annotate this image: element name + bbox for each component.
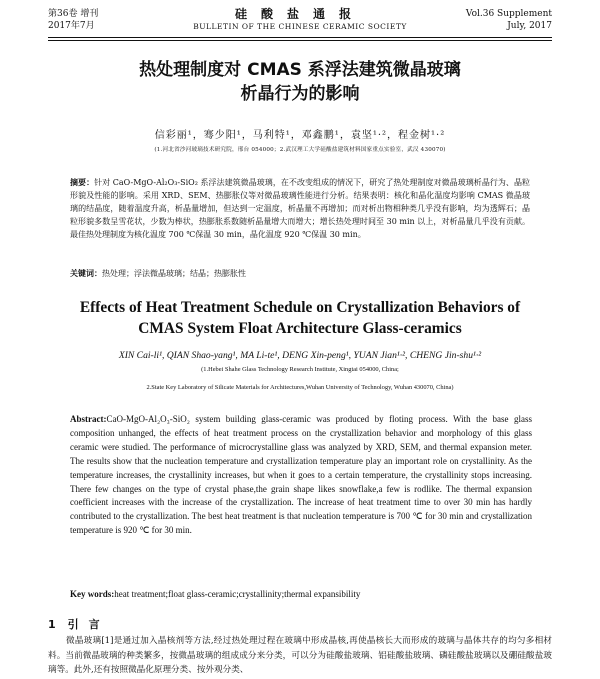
abstract-cn-text: 针对 CaO-MgO-Al₂O₃-SiO₂ 系浮法建筑微晶玻璃，在不改变组成的情况下，研究了热处理制度对微晶玻璃析晶行为、晶粒形貌及性能的影响。采用 XRD、SEM、热膨胀仪等对微晶玻璃性能进行分析。结果表明：核化和晶化温度均影响 CMAS 微晶玻璃的结晶度，随着温度升高，析晶量增加，但达到一定温度，析晶量不再增加；而对析出物相种类几乎没有影响，均为透辉石；晶粒形貌多数呈雪花状，少数为棒状，热膨胀系数随析晶量增大而增大；增长热处理时间至 30 min 以上，对析晶量几乎没有贡献。最佳热处理制度为核化温度 700 ℃保温 30 min，晶化温度 920 ℃保温 30 min。 <box>70 178 531 239</box>
header-rule <box>48 37 552 38</box>
keywords-cn-text: 热处理；浮法微晶玻璃；结晶；热膨胀性 <box>102 269 246 278</box>
issue-date-en: July, 2017 <box>507 21 552 31</box>
affiliation-en-1: (1.Hebei Shahe Glass Technology Research Institute, Xingtai 054000, China; <box>201 366 399 373</box>
keywords-en-label: Key words: <box>70 589 115 599</box>
abstract-en-text: CaO-MgO-Al₂O₃-SiO₂ system building glass-ceramic was produced by floting process. With the base glass composition unhanged, the effects of heat treatment process on the crystallization behavior and morphology of this glass ceramic were studied. The performance of microcrystalline glass was analyzed by XRD, SEM, and thermal expansion meter. The results show that the nucleation temperature and crystallization temperature play an important role on crystallinity. As the temperature increases, the crystallinity increases, but when it goes to a certain temperature, the crystallinity stops increasing. There few changes on the type of crystal phase,the grain shape likes snowflake,a few is rodlike. The thermal expansion coefficient increases with the increase of the crystallization. The increase of heat treatment time to over 30 min has hardly contributed to the crystallization. The best heat treatment is that nucleation temperature is 700 ℃ for 30 min and crystallization temperature is 920 ℃ for 30 min. <box>70 414 532 536</box>
keywords-cn <box>70 268 530 279</box>
authors-en: XIN Cai-li¹, QIAN Shao-yang¹, MA Li-te¹, DENG Xin-peng¹, YUAN Jian¹·², CHENG Jin-shu¹·² <box>118 350 482 361</box>
affiliation-en-2: 2.State Key Laboratory of Silicate Materials for Architectures,Wuhan University of Technology, Wuhan 430070, China) <box>146 384 454 391</box>
abstract-en <box>70 413 532 538</box>
section-title: 引言 <box>67 618 110 631</box>
keywords-en <box>70 589 532 599</box>
affiliation-cn: (1.河北省沙河玻璃技术研究院，邢台 054000；2.武汉理工大学硅酸盐建筑材料国家重点实验室，武汉 430070) <box>154 147 446 153</box>
journal-name-cn: 硅酸盐通报 <box>234 7 365 21</box>
title-cn <box>48 58 552 106</box>
abstract-en-label: Abstract: <box>70 414 107 424</box>
section-heading <box>48 616 122 632</box>
abstract-cn <box>70 176 530 241</box>
title-en <box>48 297 552 339</box>
title-en-line2: CMAS System Float Architecture Glass-ceramics <box>138 320 462 337</box>
volume-issue: 第36卷 增刊 <box>48 9 99 19</box>
volume-supplement: Vol.36 Supplement <box>465 9 552 19</box>
running-header <box>48 8 552 38</box>
section-number: 1 <box>48 618 56 631</box>
keywords-en-text: heat treatment;float glass-ceramic;crystallinity;thermal expansibility <box>114 589 361 599</box>
keywords-cn-label: 关键词： <box>70 268 102 278</box>
abstract-cn-label: 摘要： <box>70 177 95 187</box>
intro-paragraph: 微晶玻璃[1]是通过加入晶核剂等方法,经过热处理过程在玻璃中形成晶核,再使晶核长大而形成的玻璃与晶体共存的均匀多相材料。当前微晶玻璃的种类繁多，按微晶玻璃的组成成分来分类，可以分为硅酸盐玻璃、铝硅酸盐玻璃、磷硅酸盐玻璃以及硼硅酸盐玻璃等。此外,还有按照微晶化原理分类、按外观分类、 <box>48 636 552 676</box>
issue-date-cn: 2017年7月 <box>48 21 95 31</box>
header-right <box>466 8 552 32</box>
title-en-line1: Effects of Heat Treatment Schedule on Crystallization Behaviors of <box>79 299 521 316</box>
title-cn-line1: 热处理制度对 CMAS 系浮法建筑微晶玻璃 <box>139 60 461 80</box>
header-rule-thin <box>48 40 552 41</box>
authors-cn: 信彩丽¹，骞少阳¹，马利特¹，邓鑫鹏¹，袁坚¹·²，程金树¹·² <box>154 130 446 141</box>
journal-name-en: BULLETIN OF THE CHINESE CERAMIC SOCIETY <box>193 22 407 31</box>
title-cn-line2: 析晶行为的影响 <box>240 84 360 104</box>
